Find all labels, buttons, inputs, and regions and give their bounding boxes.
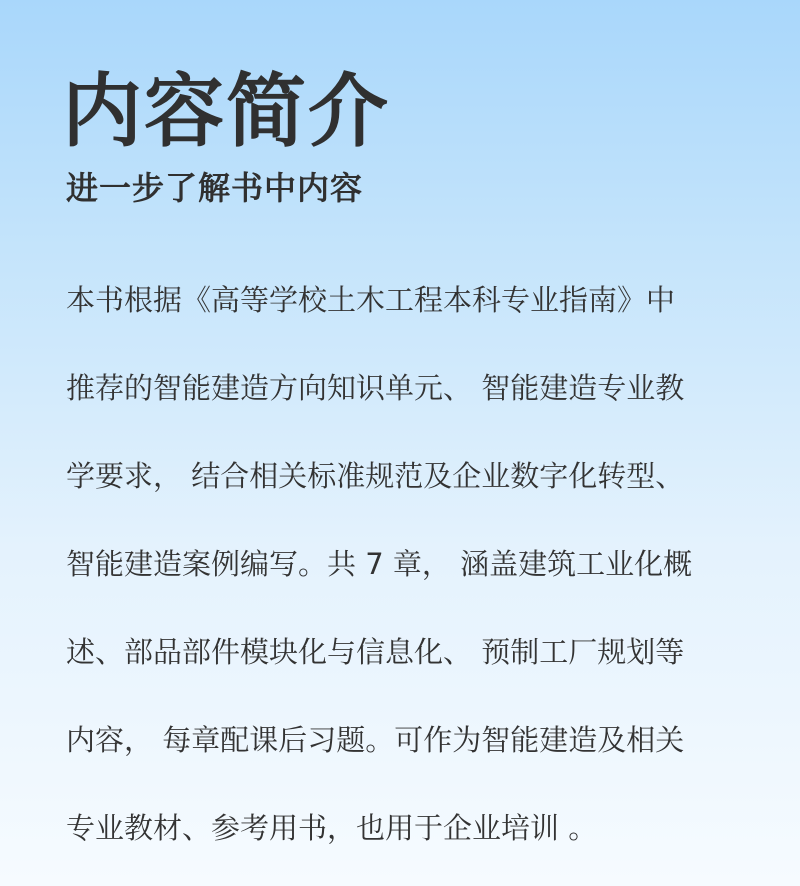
heading-block bbox=[62, 62, 762, 210]
description-line: 内容， 每章配课后习题。可作为智能建造及相关 bbox=[66, 723, 685, 757]
description-line: 本书根据《高等学校土木工程本科专业指南》中 bbox=[66, 283, 676, 317]
description-line: 述、部品部件模块化与信息化、 预制工厂规划等 bbox=[66, 635, 685, 669]
description-paragraph bbox=[66, 268, 746, 884]
description-line: 智能建造案例编写。共 7 章， 涵盖建筑工业化概 bbox=[66, 547, 693, 581]
description-line: 学要求， 结合相关标准规范及企业数字化转型、 bbox=[66, 459, 685, 493]
page-title: 内容简介 bbox=[62, 65, 390, 158]
description-line: 专业教材、参考用书，也用于企业培训 。 bbox=[66, 811, 598, 845]
description-line: 推荐的智能建造方向知识单元、 智能建造专业教 bbox=[66, 371, 685, 405]
page-subtitle: 进一步了解书中内容 bbox=[66, 169, 364, 207]
